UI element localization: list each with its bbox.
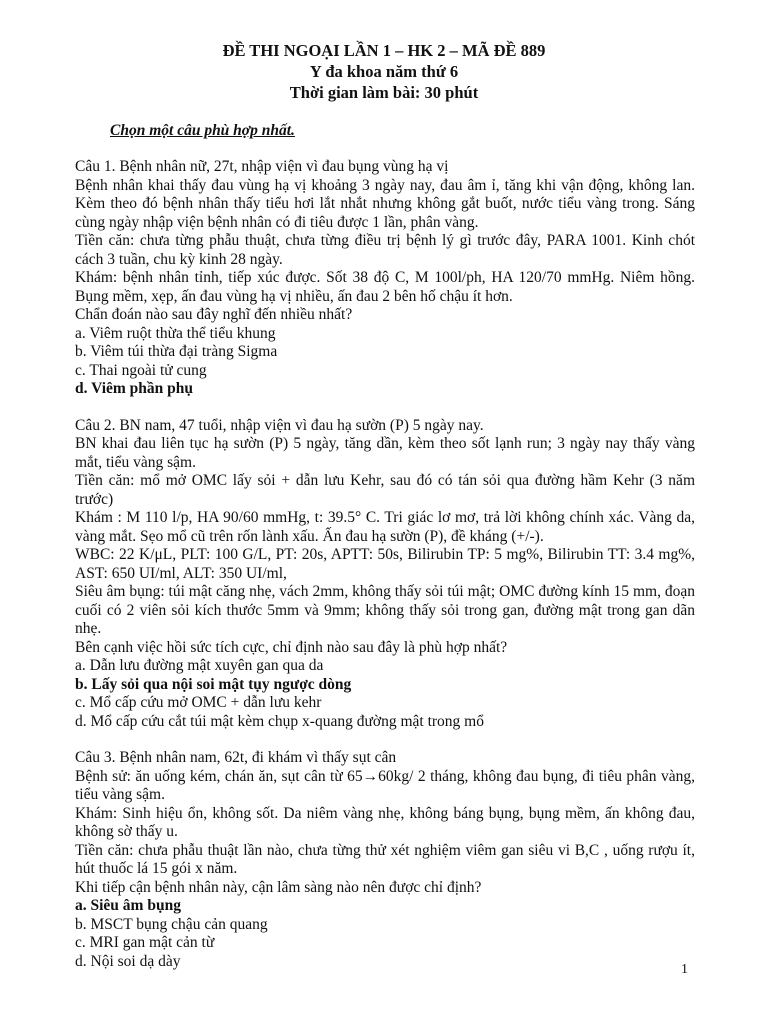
- question-text: Khám : M 110 l/p, HA 90/60 mmHg, t: 39.5° C. Tri giác lơ mơ, trả lời không chính xác. Vàng da, vàng mắt. Sẹo mổ cũ trên rốn lành xấu. Ấn đau hạ sườn (P), đề kháng (+/-).: [75, 509, 695, 545]
- question-text: WBC: 22 K/μL, PLT: 100 G/L, PT: 20s, APTT: 50s, Bilirubin TP: 5 mg%, Bilirubin TT: 3.4 mg%, AST: 650 UI/ml, ALT: 350 UI/ml,: [75, 546, 695, 582]
- option-c: c. Thai ngoài tử cung: [75, 361, 207, 379]
- question-text: BN khai đau liên tục hạ sườn (P) 5 ngày, tăng dần, kèm theo sốt lạnh run; 3 ngày nay thấy vàng mắt, tiểu vàng sậm.: [75, 435, 695, 471]
- option-a-answer: a. Siêu âm bụng: [75, 897, 181, 914]
- question-prompt: Khi tiếp cận bệnh nhân này, cận lâm sàng nào nên được chỉ định?: [75, 878, 482, 896]
- question-title: Câu 1. Bệnh nhân nữ, 27t, nhập viện vì đau bụng vùng hạ vị: [75, 158, 449, 175]
- exam-subtitle: Y đa khoa năm thứ 6: [309, 62, 459, 81]
- question-3: [75, 749, 695, 971]
- option-c: c. MRI gan mật cản từ: [75, 934, 215, 951]
- question-title: Câu 2. BN nam, 47 tuổi, nhập viện vì đau hạ sườn (P) 5 ngày nay.: [75, 416, 484, 434]
- question-text: Tiền căn: chưa từng phẫu thuật, chưa từng điều trị bệnh lý gì trước đây, PARA 1001. Kinh chót cách 3 tuần, chu kỳ kinh 28 ngày.: [75, 232, 695, 268]
- question-text: Bệnh sử: ăn uống kém, chán ăn, sụt cân từ 65→60kg/ 2 tháng, không đau bụng, đi tiêu phân vàng, tiểu vàng sậm.: [75, 767, 695, 803]
- question-text: Bệnh nhân khai thấy đau vùng hạ vị khoảng 3 ngày nay, đau âm ỉ, tăng khi vận động, không lan. Kèm theo đó bệnh nhân thấy tiểu hơi lắt nhắt nhưng không gắt buốt, nước tiểu vàng trong. Sáng cùng ngày nhập viện bệnh nhân có đi tiêu được 1 lần, phân vàng.: [75, 176, 695, 231]
- option-d-answer: d. Viêm phần phụ: [75, 380, 194, 397]
- instruction: Chọn một câu phù hợp nhất.: [110, 122, 295, 139]
- exam-duration: Thời gian làm bài: 30 phút: [289, 83, 479, 102]
- questions-list: [75, 158, 695, 989]
- exam-header: [0, 40, 768, 103]
- question-prompt: Bên cạnh việc hồi sức tích cực, chỉ định nào sau đây là phù hợp nhất?: [75, 638, 508, 656]
- option-b: b. MSCT bụng chậu cản quang: [75, 915, 268, 933]
- question-text: Siêu âm bụng: túi mật căng nhẹ, vách 2mm, không thấy sỏi túi mật; OMC đường kính 15 mm, đoạn cuối có 2 viên sỏi kích thước 5mm và 9mm; không thấy sỏi trong gan, đường mật trong gan dãn nhẹ.: [75, 583, 695, 637]
- option-c: c. Mổ cấp cứu mở OMC + dẫn lưu kehr: [75, 694, 322, 711]
- option-d: d. Nội soi dạ dày: [75, 952, 181, 970]
- exam-title: ĐỀ THI NGOẠI LẦN 1 – HK 2 – MÃ ĐỀ 889: [222, 41, 546, 60]
- question-title: Câu 3. Bệnh nhân nam, 62t, đi khám vì thấy sụt cân: [75, 749, 397, 766]
- option-b: b. Viêm túi thừa đại tràng Sigma: [75, 343, 278, 360]
- question-2: [75, 417, 695, 732]
- question-text: Tiền căn: chưa phẫu thuật lần nào, chưa từng thử xét nghiệm viêm gan siêu vi B,C , uống rượu ít, hút thuốc lá 15 gói x năm.: [75, 841, 695, 877]
- option-b-answer: b. Lấy sỏi qua nội soi mật tụy ngược dòng: [75, 675, 352, 693]
- question-1: [75, 158, 695, 399]
- option-a: a. Dẫn lưu đường mật xuyên gan qua da: [75, 657, 324, 674]
- page-number: 1: [681, 962, 688, 977]
- question-text: Khám: bệnh nhân tỉnh, tiếp xúc được. Sốt 38 độ C, M 100l/ph, HA 120/70 mmHg. Niêm hồng. Bụng mềm, xẹp, ấn đau vùng hạ vị nhiều, ấn đau 2 bên hố chậu ít hơn.: [75, 269, 695, 305]
- question-text: Khám: Sinh hiệu ổn, không sốt. Da niêm vàng nhẹ, không báng bụng, bụng mềm, ấn không đau, không sờ thấy u.: [75, 804, 695, 840]
- question-text: Tiền căn: mổ mở OMC lấy sỏi + dẫn lưu Kehr, sau đó có tán sỏi qua đường hầm Kehr (3 năm trước): [75, 472, 695, 508]
- question-prompt: Chẩn đoán nào sau đây nghĩ đến nhiều nhất?: [75, 306, 353, 323]
- option-a: a. Viêm ruột thừa thể tiểu khung: [75, 324, 276, 342]
- option-d: d. Mổ cấp cứu cắt túi mật kèm chụp x-quang đường mật trong mổ: [75, 712, 484, 730]
